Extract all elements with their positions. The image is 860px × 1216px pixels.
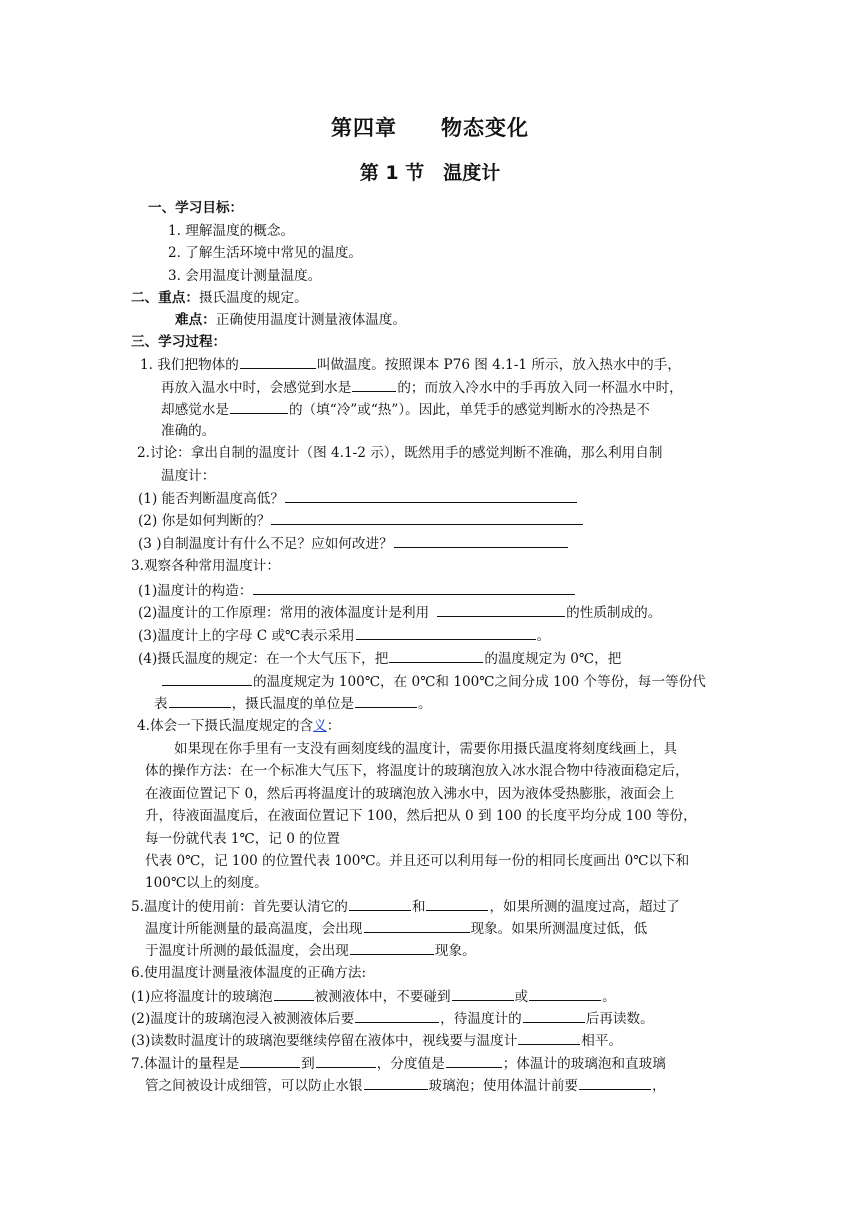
q4-paragraph-line: 在液面位置记下 0，然后再将温度计的玻璃泡放入沸水中，因为液体受热膨胀，液面会上 (145, 786, 675, 802)
q1-line2 (161, 377, 683, 398)
objective-item: 3. 会用温度计测量温度。 (168, 268, 322, 284)
q6-text: (1)应将温度计的玻璃泡 (131, 989, 273, 1005)
q5-text: 于温度计所测的最低温度，会出现 (145, 943, 349, 959)
q5-line2 (145, 918, 647, 939)
answer-blank[interactable] (389, 648, 483, 663)
q6-text: 后再读数。 (585, 1011, 654, 1027)
q1-text: 的；而放入冷水中的手再放入同一杯温水中时， (397, 380, 683, 396)
q6-text: (3)读数时温度计的玻璃泡要继续停留在液体中，视线要与温度计 (131, 1033, 518, 1049)
objective-item: 1. 理解温度的概念。 (168, 223, 295, 239)
q1-text: 再放入温水中时，会感觉到水是 (161, 380, 352, 396)
q1-text: 的（填“冷”或“热”）。因此，单凭手的感觉判断水的冷热是不 (288, 402, 650, 418)
objective-item: 2. 了解生活环境中常见的温度。 (168, 245, 363, 261)
q2-line1: 2.讨论：拿出自制的温度计（图 4.1-2 示），既然用手的感觉判断不准确，那么利用自制 (137, 445, 663, 461)
q2-part1 (138, 488, 578, 509)
q7-line2 (145, 1075, 666, 1096)
q1-line4: 准确的。 (161, 423, 216, 439)
q4-paragraph-line: 代表 0℃，记 100 的位置代表 100℃。并且还可以利用每一份的相同长度画出 0℃以下和 (145, 853, 690, 869)
answer-blank[interactable] (230, 399, 288, 414)
q6-text: (2)温度计的玻璃泡浸入被测液体后要 (131, 1011, 355, 1027)
q6-text: 相平。 (581, 1033, 623, 1049)
q6-text: ，待温度计的 (440, 1011, 522, 1027)
q2-part3 (138, 533, 569, 554)
q6-part3 (131, 1030, 622, 1051)
section-title: 第 1 节 温度计 (359, 162, 501, 184)
q3-text: (2)温度计的工作原理：常用的液体温度计是利用 (138, 605, 430, 621)
q3-part4-line1 (138, 648, 621, 669)
answer-blank[interactable] (162, 671, 252, 686)
q4-text: 4.体会一下摄氏温度规定的含 (137, 718, 314, 734)
answer-blank[interactable] (364, 918, 470, 933)
q4-paragraph-line: 升，待液面温度后，在液面位置记下 100，然后把从 0 到 100 的长度平均分成 100 等份， (145, 808, 697, 824)
q5-text: ，如果所测的温度过高，超过了 (489, 899, 680, 915)
key-point-label: 二、重点： (131, 290, 199, 306)
q2-text: (1) 能否判断温度高低？ (138, 491, 284, 507)
q5-text: 现象。如果所测温度过低，低 (470, 921, 648, 937)
q7-text: 管之间被设计成细管，可以防止水银 (145, 1078, 363, 1094)
q3-part1 (138, 580, 576, 601)
q6-part1 (131, 986, 616, 1007)
q7-text: 玻璃泡；使用体温计前要 (428, 1078, 579, 1094)
answer-blank[interactable] (529, 986, 601, 1001)
q2-part2 (138, 510, 584, 531)
answer-blank[interactable] (437, 602, 565, 617)
q5-line1 (131, 896, 680, 917)
answer-blank[interactable] (364, 1075, 428, 1090)
q2-text: (2) 你是如何判断的？ (138, 513, 271, 529)
chapter-title: 第四章 物态变化 (331, 116, 529, 140)
q3-text: 。 (417, 696, 432, 712)
q4-heading (137, 716, 340, 736)
answer-blank[interactable] (350, 940, 434, 955)
q4-link[interactable]: 义 (313, 718, 327, 734)
q2-line2: 温度计： (161, 468, 216, 484)
q3-part3 (138, 625, 550, 646)
q7-text: 到 (301, 1056, 315, 1072)
q3-text: (3)温度计上的字母 C 或℃表示采用 (138, 628, 355, 644)
key-point (131, 288, 308, 308)
q7-text: ， (652, 1078, 666, 1094)
answer-blank[interactable] (352, 377, 396, 392)
answer-blank[interactable] (349, 896, 411, 911)
q4-paragraph-line: 100℃以上的刻度。 (145, 875, 268, 891)
answer-blank[interactable] (446, 1053, 502, 1068)
q5-text: 现象。 (434, 943, 476, 959)
answer-blank[interactable] (240, 1053, 300, 1068)
answer-blank[interactable] (169, 693, 231, 708)
q6-heading: 6.使用温度计测量液体温度的正确方法: (131, 965, 367, 981)
answer-blank[interactable] (271, 510, 583, 525)
q7-line1 (131, 1053, 666, 1074)
q6-text: 被测液体中，不要碰到 (314, 989, 451, 1005)
answer-blank[interactable] (240, 354, 316, 369)
q4-paragraph-line: 每一份就代表 1℃，记 0 的位置 (145, 831, 340, 847)
q1-text: 1. 我们把物体的 (140, 357, 239, 373)
q3-heading: 3.观察各种常用温度计： (131, 558, 280, 574)
q1-text: 叫做温度。按照课本 P76 图 4.1-1 所示，放入热水中的手， (316, 357, 681, 373)
answer-blank[interactable] (523, 1008, 585, 1023)
answer-blank[interactable] (285, 488, 577, 503)
q7-text: 7.体温计的量程是 (131, 1056, 240, 1072)
q4-paragraph-line: 体的操作方法：在一个标准大气压下，将温度计的玻璃泡放入冰水混合物中待液面稳定后， (145, 763, 689, 779)
q3-part4-line2 (161, 671, 706, 692)
answer-blank[interactable] (253, 580, 575, 595)
answer-blank[interactable] (355, 693, 417, 708)
q3-text: (4)摄氏温度的规定：在一个大气压下，把 (138, 651, 389, 667)
q3-text: (1)温度计的构造： (138, 583, 253, 599)
q4-paragraph-line: 如果现在你手里有一支没有画刻度线的温度计，需要你用摄氏温度将刻度线画上，具 (174, 741, 677, 757)
q7-text: ；体温计的玻璃泡和直玻璃 (502, 1056, 666, 1072)
answer-blank[interactable] (274, 986, 314, 1001)
q1-line1 (140, 354, 681, 375)
q7-text: ，分度值是 (376, 1056, 445, 1072)
answer-blank[interactable] (452, 986, 514, 1001)
answer-blank[interactable] (356, 625, 536, 640)
q5-line3 (145, 940, 476, 961)
q6-text: 或 (514, 989, 529, 1005)
q1-line3 (161, 399, 650, 420)
q3-part4-line3 (154, 693, 432, 714)
key-point-text: 摄氏温度的规定。 (198, 290, 308, 306)
q5-text: 5.温度计的使用前：首先要认清它的 (131, 899, 348, 915)
q5-text: 温度计所能测量的最高温度，会出现 (145, 921, 363, 937)
q3-text: 的温度规定为 0℃，把 (484, 651, 622, 667)
answer-blank[interactable] (394, 533, 568, 548)
answer-blank[interactable] (579, 1075, 651, 1090)
answer-blank[interactable] (316, 1053, 376, 1068)
q3-part2 (138, 602, 661, 623)
answer-blank[interactable] (518, 1030, 580, 1045)
q3-text: 。 (536, 628, 551, 644)
q3-text: 表 (154, 696, 168, 712)
q3-text: 的温度规定为 100℃，在 0℃和 100℃之间分成 100 个等份，每一等份代 (253, 674, 706, 690)
q3-text: 的性质制成的。 (566, 605, 662, 621)
process-heading: 三、学习过程： (131, 334, 227, 350)
objectives-heading: 一、学习目标： (148, 200, 244, 216)
difficulty-text: 正确使用温度计测量液体温度。 (215, 312, 407, 328)
q6-text: 。 (602, 989, 616, 1005)
answer-blank[interactable] (355, 1008, 439, 1023)
q1-text: 却感觉水是 (161, 402, 229, 418)
q2-text: (3 )自制温度计有什么不足？应如何改进？ (138, 536, 393, 552)
q3-text: ，摄氏温度的单位是 (231, 696, 354, 712)
difficulty-label: 难点： (175, 312, 216, 328)
q6-part2 (131, 1008, 654, 1029)
answer-blank[interactable] (426, 896, 488, 911)
q4-text: ： (326, 718, 341, 734)
difficulty-point (175, 310, 406, 330)
q5-text: 和 (411, 899, 426, 915)
